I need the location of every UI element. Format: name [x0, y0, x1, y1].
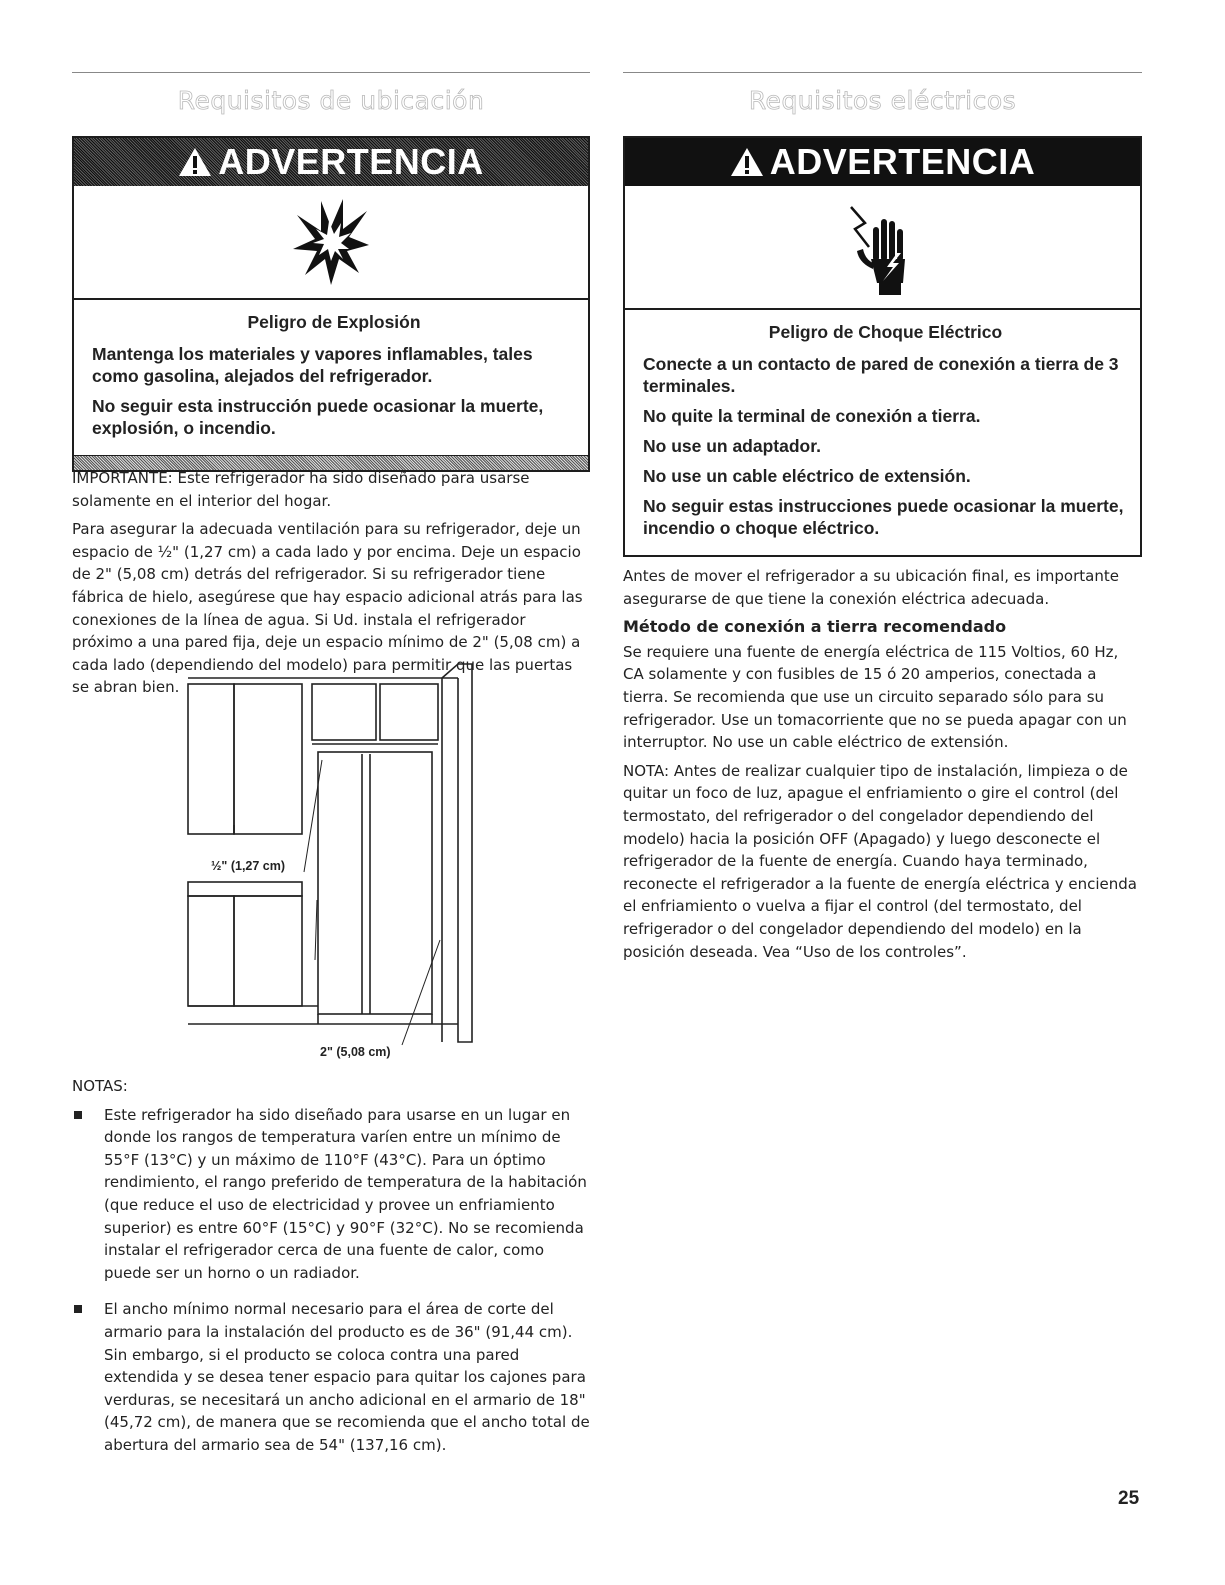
warning-triangle-icon: [730, 147, 764, 177]
grounding-paragraph: Se requiere una fuente de energía eléctrica de 115 Voltios, 60 Hz, CA solamente y con fusibles de 15 ó 20 amperios, conectada a tierra. Se recomienda que use un circuito separado sólo para su refrigerador. Use un tomacorriente que no se pueda apagar con un interruptor. No use un cable eléctrico de extensión.: [623, 642, 1127, 752]
side-clearance-label: ½" (1,27 cm): [211, 859, 286, 873]
warning-line: Mantenga los materiales y vapores inflamables, tales como gasolina, alejados del refrigerador.: [92, 344, 533, 386]
hazard-title: Peligro de Explosión: [247, 312, 421, 332]
warning-line: No quite la terminal de conexión a tierra.: [643, 406, 981, 426]
clearance-diagram: [112, 660, 482, 1070]
section-title-location: Requisitos de ubicación: [177, 86, 485, 115]
electric-warning-box: [623, 136, 1142, 557]
back-clearance-label: 2" (5,08 cm): [320, 1045, 391, 1059]
important-text: Este refrigerador ha sido diseñado para usarse solamente en el interior del hogar.: [72, 469, 530, 510]
important-label: IMPORTANTE:: [72, 469, 173, 487]
important-paragraph: [72, 467, 590, 512]
note-label: NOTA:: [623, 761, 670, 780]
page-number: 25: [1118, 1488, 1140, 1509]
electrical-body: [623, 565, 1142, 969]
note-text: El ancho mínimo normal necesario para el área de corte del armario para la instalación del producto es de 36" (91,44 cm). Sin embargo, si el producto se coloca contra una pared extendida y se desea tener espacio para quitar los cajones para verduras, se necesitará un ancho adicional en el armario de 18" (45,72 cm), de manera que se recomienda que el ancho total de abertura del armario sea de 54" (137,16 cm).: [104, 1300, 590, 1454]
section-rule: [623, 72, 1142, 73]
intro-paragraph: Antes de mover el refrigerador a su ubicación final, es importante asegurarse de que tiene la conexión eléctrica adecuada.: [623, 567, 1119, 608]
warning-header-label: ADVERTENCIA: [218, 141, 484, 182]
note-text: Este refrigerador ha sido diseñado para usarse en un lugar en donde los rangos de temperatura varíen entre un mínimo de 55°F (13°C) y un máximo de 110°F (43°C). Para un óptimo rendimiento, el rango preferido de temperatura de la habitación (que reduce el uso de electricidad y provee un enfriamiento superior) es entre 60°F (15°C) y 90°F (32°C). No se recomienda instalar el refrigerador cerca de una fuente de calor, como puede ser un horno o un radiador.: [104, 1105, 587, 1282]
warning-line: No seguir estas instrucciones puede ocasionar la muerte, incendio o choque eléctrico.: [643, 496, 1124, 538]
list-item: [72, 1298, 590, 1456]
note-text: Antes de realizar cualquier tipo de instalación, limpieza o de quitar un foco de luz, apague el enfriamiento o gire el control (del termostato, del refrigerador o del congelador dependiendo del modelo) hacia la posición OFF (Apagado) y luego desconecte el refrigerador de la fuente de energía. Cuando haya terminado, reconecte el refrigerador a la fuente de energía eléctrica y encienda el enfriamiento o vuelva a fijar el control (del termostato, del refrigerador o del congelador dependiendo del modelo) en la posición deseada. Vea “Uso de los controles”.: [623, 761, 1137, 961]
warning-line: No use un adaptador.: [643, 436, 821, 456]
section-title-electrical: Requisitos eléctricos: [748, 86, 1017, 115]
warning-line: Conecte a un contacto de pared de conexión a tierra de 3 terminales.: [643, 354, 1119, 396]
explosion-icon: [74, 186, 588, 300]
warning-text: [625, 310, 1140, 555]
bullet-icon: [74, 1111, 82, 1119]
explosion-warning-box: [72, 136, 590, 472]
warning-line: No use un cable eléctrico de extensión.: [643, 466, 971, 486]
warning-triangle-icon: [178, 147, 212, 177]
notes-title: NOTAS:: [72, 1077, 128, 1095]
electric-shock-icon: [625, 186, 1140, 310]
warning-header: [625, 138, 1140, 186]
notes-section: [72, 1075, 590, 1471]
warning-header-label: ADVERTENCIA: [769, 141, 1036, 182]
note-paragraph: [623, 760, 1142, 963]
list-item: [72, 1104, 590, 1285]
warning-text: [74, 300, 588, 455]
warning-line: No seguir esta instrucción puede ocasionar la muerte, explosión, o incendio.: [92, 396, 544, 438]
ventilation-paragraph: Para asegurar la adecuada ventilación para su refrigerador, deje un espacio de ½" (1,27 cm) a cada lado y por encima. Deje un espacio de 2" (5,08 cm) detrás del refrigerador. Si su refrigerador tiene fábrica de hielo, asegúrese que hay espacio adicional atrás para las conexiones de la línea de agua. Si Ud. instala el refrigerador próximo a una pared fija, deje un espacio mínimo de 2" (5,08 cm) a cada lado (dependiendo del modelo) para permitir que las puertas se abran bien.: [72, 520, 583, 697]
section-rule: [72, 72, 590, 73]
bullet-icon: [74, 1305, 82, 1313]
warning-header: [74, 138, 588, 186]
hazard-title: Peligro de Choque Eléctrico: [768, 322, 1003, 342]
grounding-subheading: Método de conexión a tierra recomendado: [623, 617, 1007, 637]
